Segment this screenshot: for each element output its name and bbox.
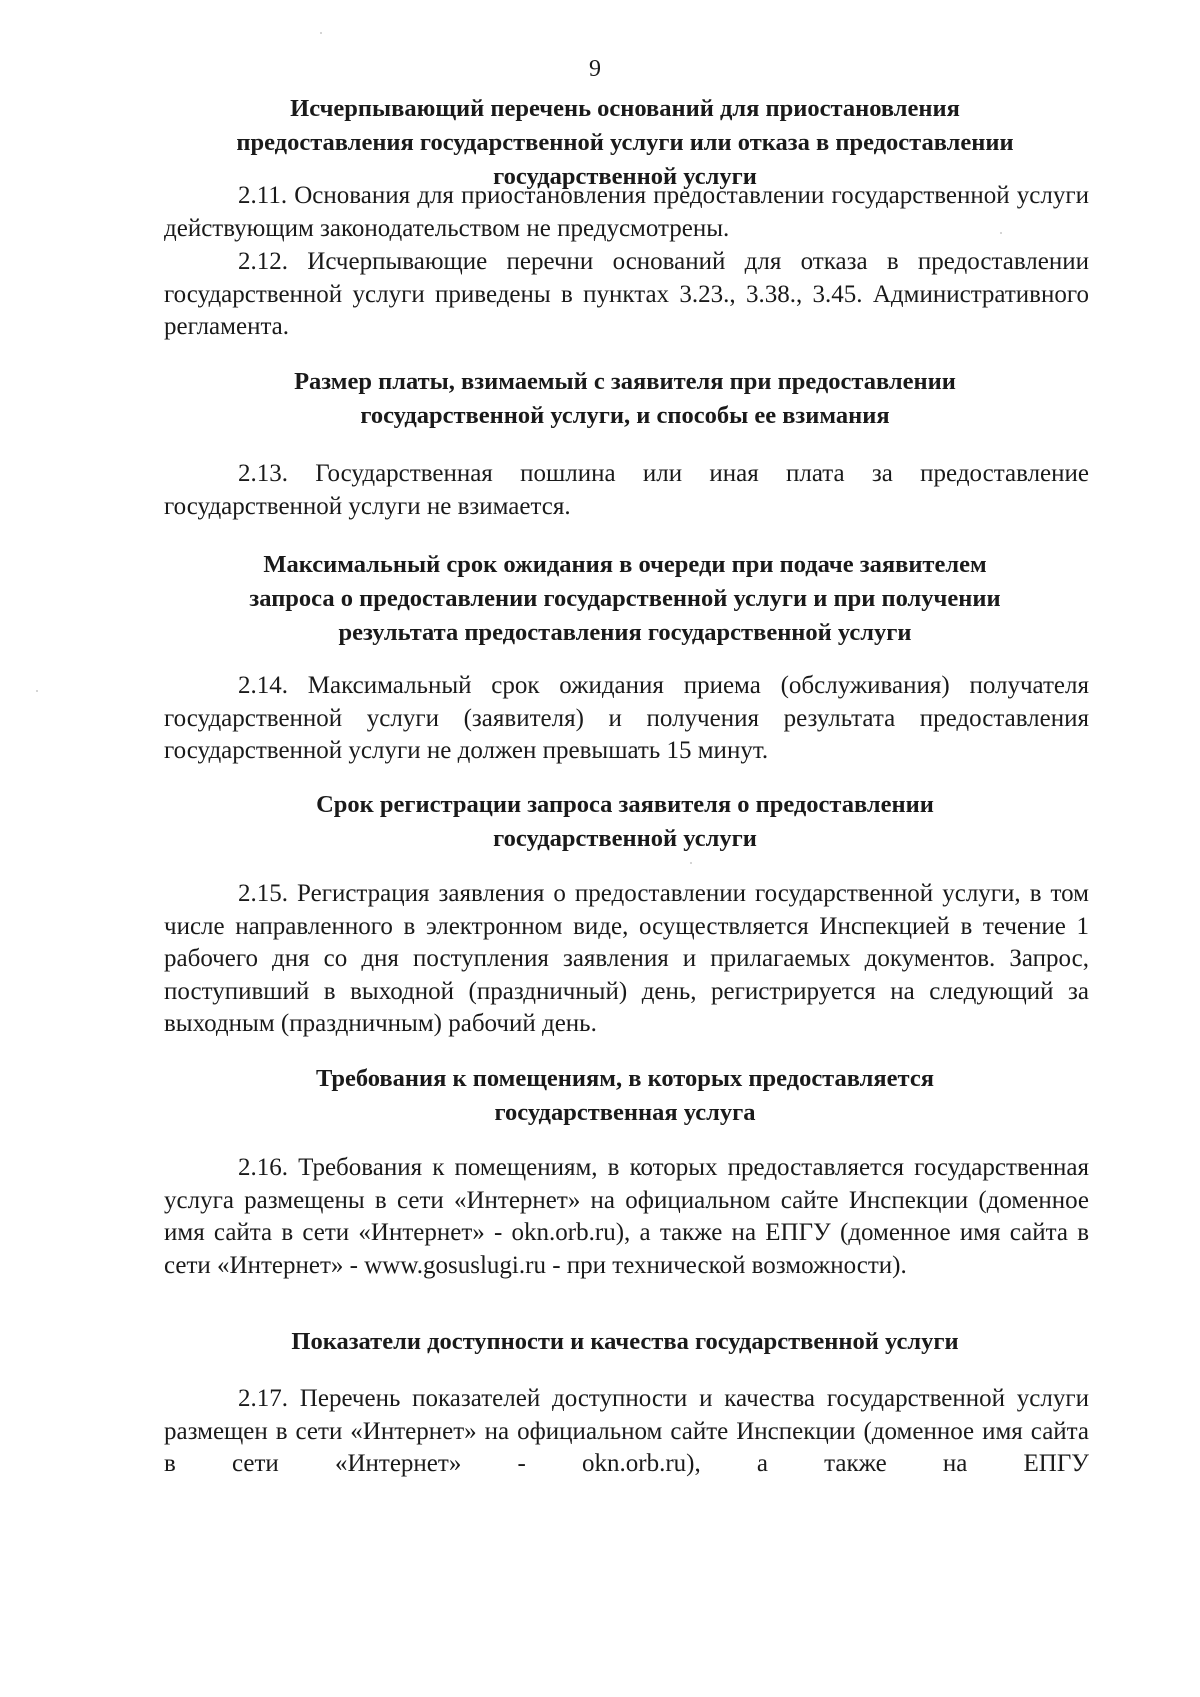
heading-line: предоставления государственной услуги или отказа в предоставлении — [236, 129, 1014, 156]
scan-speck — [690, 862, 692, 864]
heading-line: Срок регистрации запроса заявителя о предоставлении — [316, 791, 934, 818]
paragraph-2-17: 2.17. Перечень показателей доступности и качества государственной услуги размещен в сети «Интернет» на официальном сайте Инспекции (доменное имя сайта в сети «Интернет» - okn.orb.ru), а также на ЕПГУ — [164, 1385, 1089, 1477]
paragraph-2-15: 2.15. Регистрация заявления о предоставлении государственной услуги, в том числе направленного в электронном виде, осуществляется Инспекцией в течение 1 рабочего дня со дня поступления заявления и прилагаемых документов. Запрос, поступивший в выходной (праздничный) день, регистрируется на следующий за выходным (праздничным) рабочий день. — [164, 880, 1089, 1037]
section-heading-premises — [160, 1062, 1090, 1130]
scan-speck — [320, 32, 322, 34]
section-heading-fee — [160, 365, 1090, 433]
paragraph-2-12: 2.12. Исчерпывающие перечни оснований для отказа в предоставлении государственной услуги приведены в пунктах 3.23., 3.38., 3.45. Административного регламента. — [164, 248, 1089, 340]
heading-line: государственной услуги, и способы ее взимания — [360, 402, 890, 429]
heading-line: запроса о предоставлении государственной услуги и при получении — [249, 585, 1001, 612]
heading-line: Показатели доступности и качества государственной услуги — [291, 1328, 959, 1355]
paragraph-2-13: 2.13. Государственная пошлина или иная плата за предоставление государственной услуги не взимается. — [164, 460, 1089, 520]
heading-line: Требования к помещениям, в которых предоставляется — [315, 1065, 935, 1092]
section-heading-suspension-grounds — [160, 92, 1090, 194]
heading-line: государственной услуги — [493, 825, 757, 852]
page-number: 9 — [589, 56, 601, 82]
paragraph-2-14: 2.14. Максимальный срок ожидания приема (обслуживания) получателя государственной услуги (заявителя) и получения результата предоставления государственной услуги не должен превышать 15 минут. — [164, 672, 1089, 764]
heading-line: Исчерпывающий перечень оснований для приостановления — [290, 95, 960, 122]
section-heading-registration-term — [160, 788, 1090, 856]
heading-line: Максимальный срок ожидания в очереди при подаче заявителем — [263, 551, 987, 578]
paragraph-2-11: 2.11. Основания для приостановления предоставлении государственной услуги действующим законодательством не предусмотрены. — [164, 182, 1089, 242]
heading-line: государственной услуги — [493, 163, 757, 190]
scan-speck — [1000, 232, 1002, 234]
paragraph-2-16: 2.16. Требования к помещениям, в которых предоставляется государственная услуга размещены в сети «Интернет» на официальном сайте Инспекции (доменное имя сайта в сети «Интернет» - okn.orb.ru), а также на ЕПГУ (доменное имя сайта в сети «Интернет» - www.gosuslugi.ru - при технической возможности). — [164, 1154, 1089, 1279]
section-heading-queue-time — [160, 548, 1090, 650]
heading-line: государственная услуга — [494, 1099, 756, 1126]
section-heading-quality-indicators — [160, 1325, 1090, 1359]
heading-line: Размер платы, взимаемый с заявителя при предоставлении — [294, 368, 956, 395]
heading-line: результата предоставления государственной услуги — [338, 619, 912, 646]
scan-speck — [36, 690, 38, 692]
